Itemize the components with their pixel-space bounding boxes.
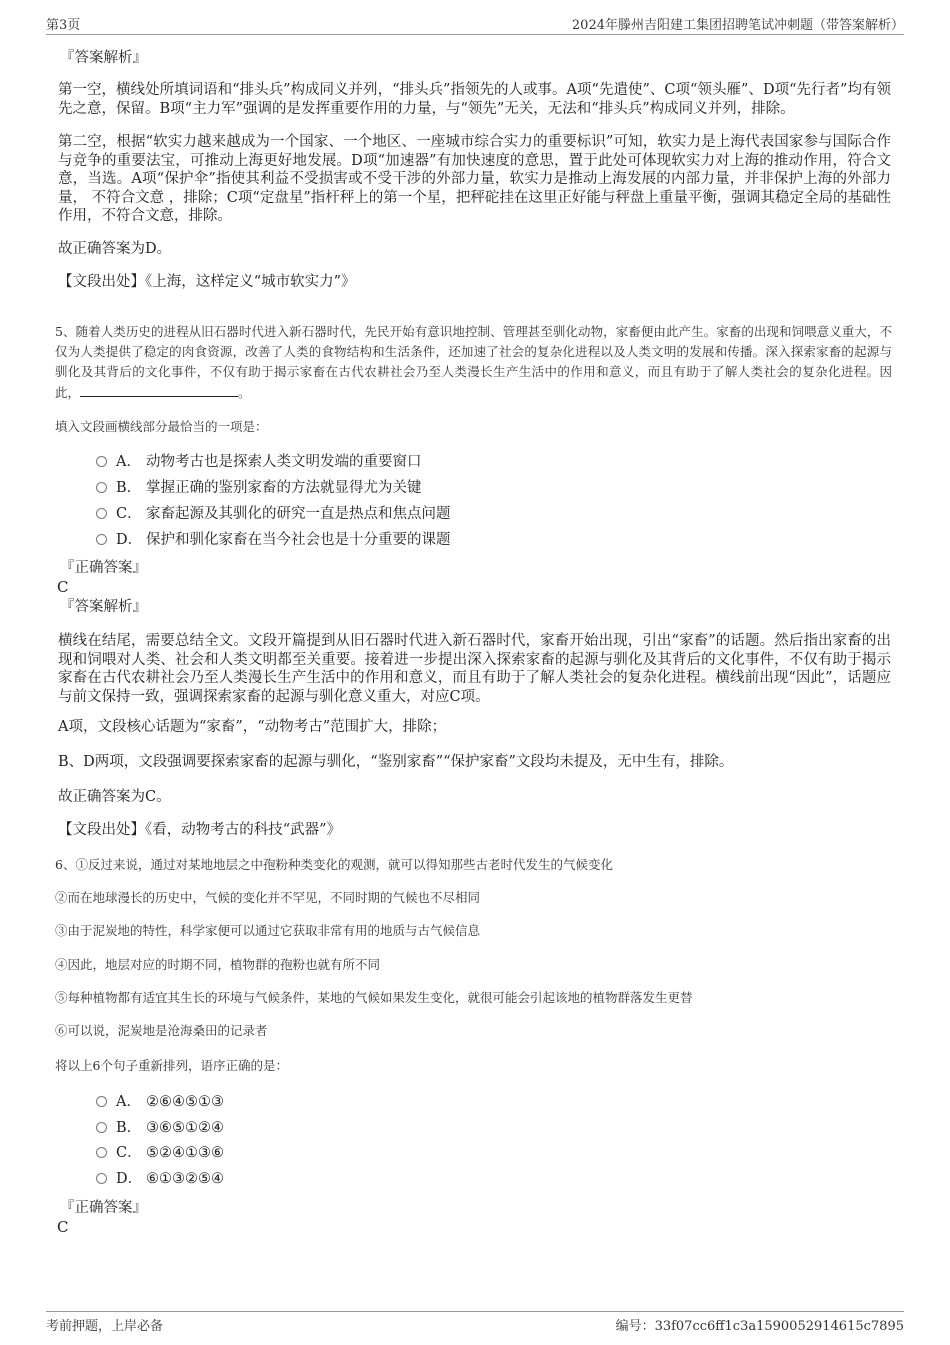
page-header <box>46 14 904 35</box>
document-title: 2024年滕州吉阳建工集团招聘笔试冲刺题（带答案解析） <box>571 18 904 33</box>
q6-sentence-6: ⑥可以说，泥炭地是沧海桑田的记录者 <box>55 1023 268 1038</box>
q5-prompt: 填入文段画横线部分最恰当的一项是： <box>55 419 268 434</box>
q6-sentence-3: ③由于泥炭地的特性，科学家便可以通过它获取非常有用的地质与古气候信息 <box>55 923 481 938</box>
q6-sentence-5: ⑤每种植物都有适宜其生长的环境与气候条件，某地的气候如果发生变化，就很可能会引起该地的植物群落发生更替 <box>55 990 693 1005</box>
q5-source: 【文段出处】《看，动物考古的科技“武器”》 <box>58 822 342 838</box>
page-footer <box>46 1311 904 1334</box>
q6-option-b[interactable]: B． ③⑥⑤①②④ <box>96 1118 224 1138</box>
radio-icon[interactable] <box>96 534 107 545</box>
q6-sentence-2: ②而在地球漫长的历史中，气候的变化并不罕见，不同时期的气候也不尽相同 <box>55 890 481 905</box>
fill-blank-line <box>80 382 238 397</box>
q5-option-b[interactable]: B． 掌握正确的鉴别家畜的方法就显得尤为关键 <box>96 478 422 498</box>
radio-icon[interactable] <box>96 508 107 519</box>
q5-conclusion: 故正确答案为C。 <box>58 789 171 805</box>
q6-answer-label: 『正确答案』 <box>60 1200 147 1216</box>
q5-stem: 5、随着人类历史的进程从旧石器时代进入新石器时代，先民开始有意识地控制、管理甚至驯化动物，家畜便由此产生。家畜的出现和饲喂意义重大，不仅为人类提供了稳定的肉食资源，改善了人类的食物结构和生活条件，还加速了社会的复杂化进程以及人类文明的发展和传播。深入探索家畜的起源与驯化及其背后的文化事件，不仅有助于揭示家畜在古代农耕社会乃至人类漫长生产生活中的作用和意义，而且有助于了解人类社会的复杂化进程。因此， 。 <box>55 324 892 400</box>
q5-option-d[interactable]: D． 保护和驯化家畜在当今社会也是十分重要的课题 <box>96 530 451 550</box>
radio-icon[interactable] <box>96 1122 107 1133</box>
radio-icon[interactable] <box>96 456 107 467</box>
q5-analysis-paragraph-3: B、D两项，文段强调要探索家畜的起源与驯化，“鉴别家畜”“保护家畜”文段均未提及，无中生有，排除。 <box>58 754 734 770</box>
q5-option-c[interactable]: C． 家畜起源及其驯化的研究一直是热点和焦点问题 <box>96 504 451 524</box>
q6-prompt: 将以上6个句子重新排列，语序正确的是： <box>55 1058 288 1073</box>
q4-analysis-label: 『答案解析』 <box>60 50 147 66</box>
q6-sentence-1: 6、①反过来说，通过对某地地层之中孢粉种类变化的观测，就可以得知那些古老时代发生的气候变化 <box>55 857 613 872</box>
q6-sentence-4: ④因此，地层对应的时期不同，植物群的孢粉也就有所不同 <box>55 957 381 972</box>
q4-conclusion: 故正确答案为D。 <box>58 241 172 257</box>
radio-icon[interactable] <box>96 1096 107 1107</box>
q5-answer: C <box>57 578 69 596</box>
q5-option-a[interactable]: A． 动物考古也是探索人类文明发端的重要窗口 <box>96 452 422 472</box>
q6-answer: C <box>57 1218 69 1236</box>
footer-slogan: 考前押题，上岸必备 <box>46 1319 164 1334</box>
q5-analysis-label: 『答案解析』 <box>60 599 147 615</box>
q5-analysis-paragraph-1: 横线在结尾，需要总结全文。文段开篇提到从旧石器时代进入新石器时代，家畜开始出现，引出“家畜”的话题。然后指出家畜的出现和饲喂对人类、社会和人类文明都至关重要。接着进一步提出深入探索家畜的起源与驯化及其背后的文化事件，不仅有助于揭示家畜在古代农耕社会乃至人类漫长生产生活中的作用和意义，而且有助于了解人类社会的复杂化进程。横线前出现“因此”，话题应与前文保持一致，强调探索家畜的起源与驯化意义重大，对应C项。 <box>58 633 891 705</box>
q6-option-c[interactable]: C． ⑤②④①③⑥ <box>96 1143 224 1163</box>
document-id: 编号：33f07cc6ff1c3a1590052914615c7895 <box>615 1319 904 1334</box>
q6-option-d[interactable]: D． ⑥①③②⑤④ <box>96 1169 224 1189</box>
radio-icon[interactable] <box>96 1173 107 1184</box>
q4-analysis-paragraph-2: 第二空，根据“软实力越来越成为一个国家、一个地区、一座城市综合实力的重要标识”可知，软实力是上海代表国家参与国际合作与竞争的重要法宝，可推动上海更好地发展。D项“加速器”有加快速度的意思，置于此处可体现软实力对上海的推动作用，符合文意，当选。A项“保护伞”指使其利益不受损害或不受干涉的外部力量，软实力是推动上海发展的内部力量，并非保护上海的外部力量， 不符合文意 ，排除；C项“定盘星”指杆秤上的第一个星，把秤砣挂在这里正好能与秤盘上重量平衡，强调其稳定全局的基础性作用，不符合文意，排除。 <box>58 134 891 224</box>
q4-source: 【文段出处】《上海，这样定义“城市软实力”》 <box>58 274 356 290</box>
q5-answer-label: 『正确答案』 <box>60 560 147 576</box>
q5-analysis-paragraph-2: A项，文段核心话题为“家畜”，“动物考古”范围扩大，排除； <box>58 719 447 735</box>
radio-icon[interactable] <box>96 482 107 493</box>
page-number: 第3页 <box>46 18 81 33</box>
q6-option-a[interactable]: A． ②⑥④⑤①③ <box>96 1092 224 1112</box>
radio-icon[interactable] <box>96 1147 107 1158</box>
q4-analysis-paragraph-1: 第一空，横线处所填词语和“排头兵”构成同义并列，“排头兵”指领先的人或事。A项“先遣使”、C项“领头雁”、D项“先行者”均有领先之意，保留。B项“主力军”强调的是发挥重要作用的力量，与“领先”无关，无法和“排头兵”构成同义并列，排除。 <box>58 82 891 117</box>
